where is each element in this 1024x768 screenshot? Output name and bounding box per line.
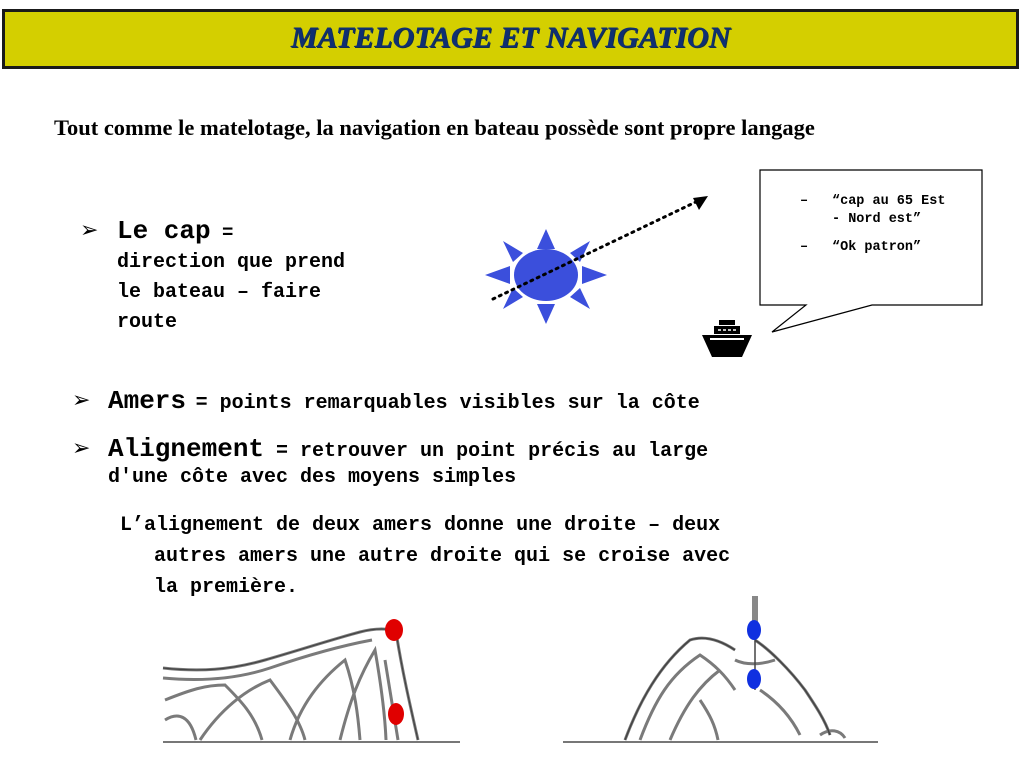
bullet-def-line: route [117, 311, 178, 334]
bullet-term: Amers [108, 386, 187, 416]
landmark-marker-icon [388, 703, 404, 725]
bullet-def: = points remarquables visibles sur la côte [195, 392, 700, 415]
bullet-term: Alignement [108, 434, 265, 464]
arrow-bullet-icon: ➢ [72, 436, 91, 461]
bullet-def-line: direction que prend [117, 251, 346, 274]
bullet-def-line: d'une côte avec des moyens simples [108, 466, 517, 489]
ship-icon [702, 320, 752, 357]
sub-note-line: L’alignement de deux amers donne une droite – deux [120, 514, 721, 537]
heading-arrow [493, 196, 708, 299]
bullet-def: = retrouver un point précis au large [264, 440, 709, 463]
speech-bubble-item: – “cap au 65 Est - Nord est” [800, 194, 946, 227]
landmark-marker-icon [747, 620, 761, 640]
bullet-def-line: le bateau – faire [117, 281, 322, 304]
speech-bubble-item: – “Ok patron” [800, 240, 922, 255]
sun-icon [485, 229, 607, 324]
bullet-term: Le cap [117, 216, 211, 246]
arrow-bullet-icon: ➢ [72, 388, 91, 413]
landmark-marker-icon [385, 619, 403, 641]
arrow-bullet-icon: ➢ [80, 218, 99, 243]
bullet-eq: = [210, 222, 234, 244]
slide-title: MATELOTAGE ET NAVIGATION [290, 21, 731, 54]
speech-bubble-list [800, 193, 950, 267]
coastline-left [163, 629, 418, 740]
landmark-marker-icon [747, 669, 761, 689]
intro-text: Tout comme le matelotage, la navigation en bateau possède sont propre langage [54, 115, 815, 140]
sub-note-line: la première. [154, 576, 299, 599]
coastline-right [625, 638, 845, 740]
sub-note-line: autres amers une autre droite qui se croise avec [154, 545, 731, 568]
